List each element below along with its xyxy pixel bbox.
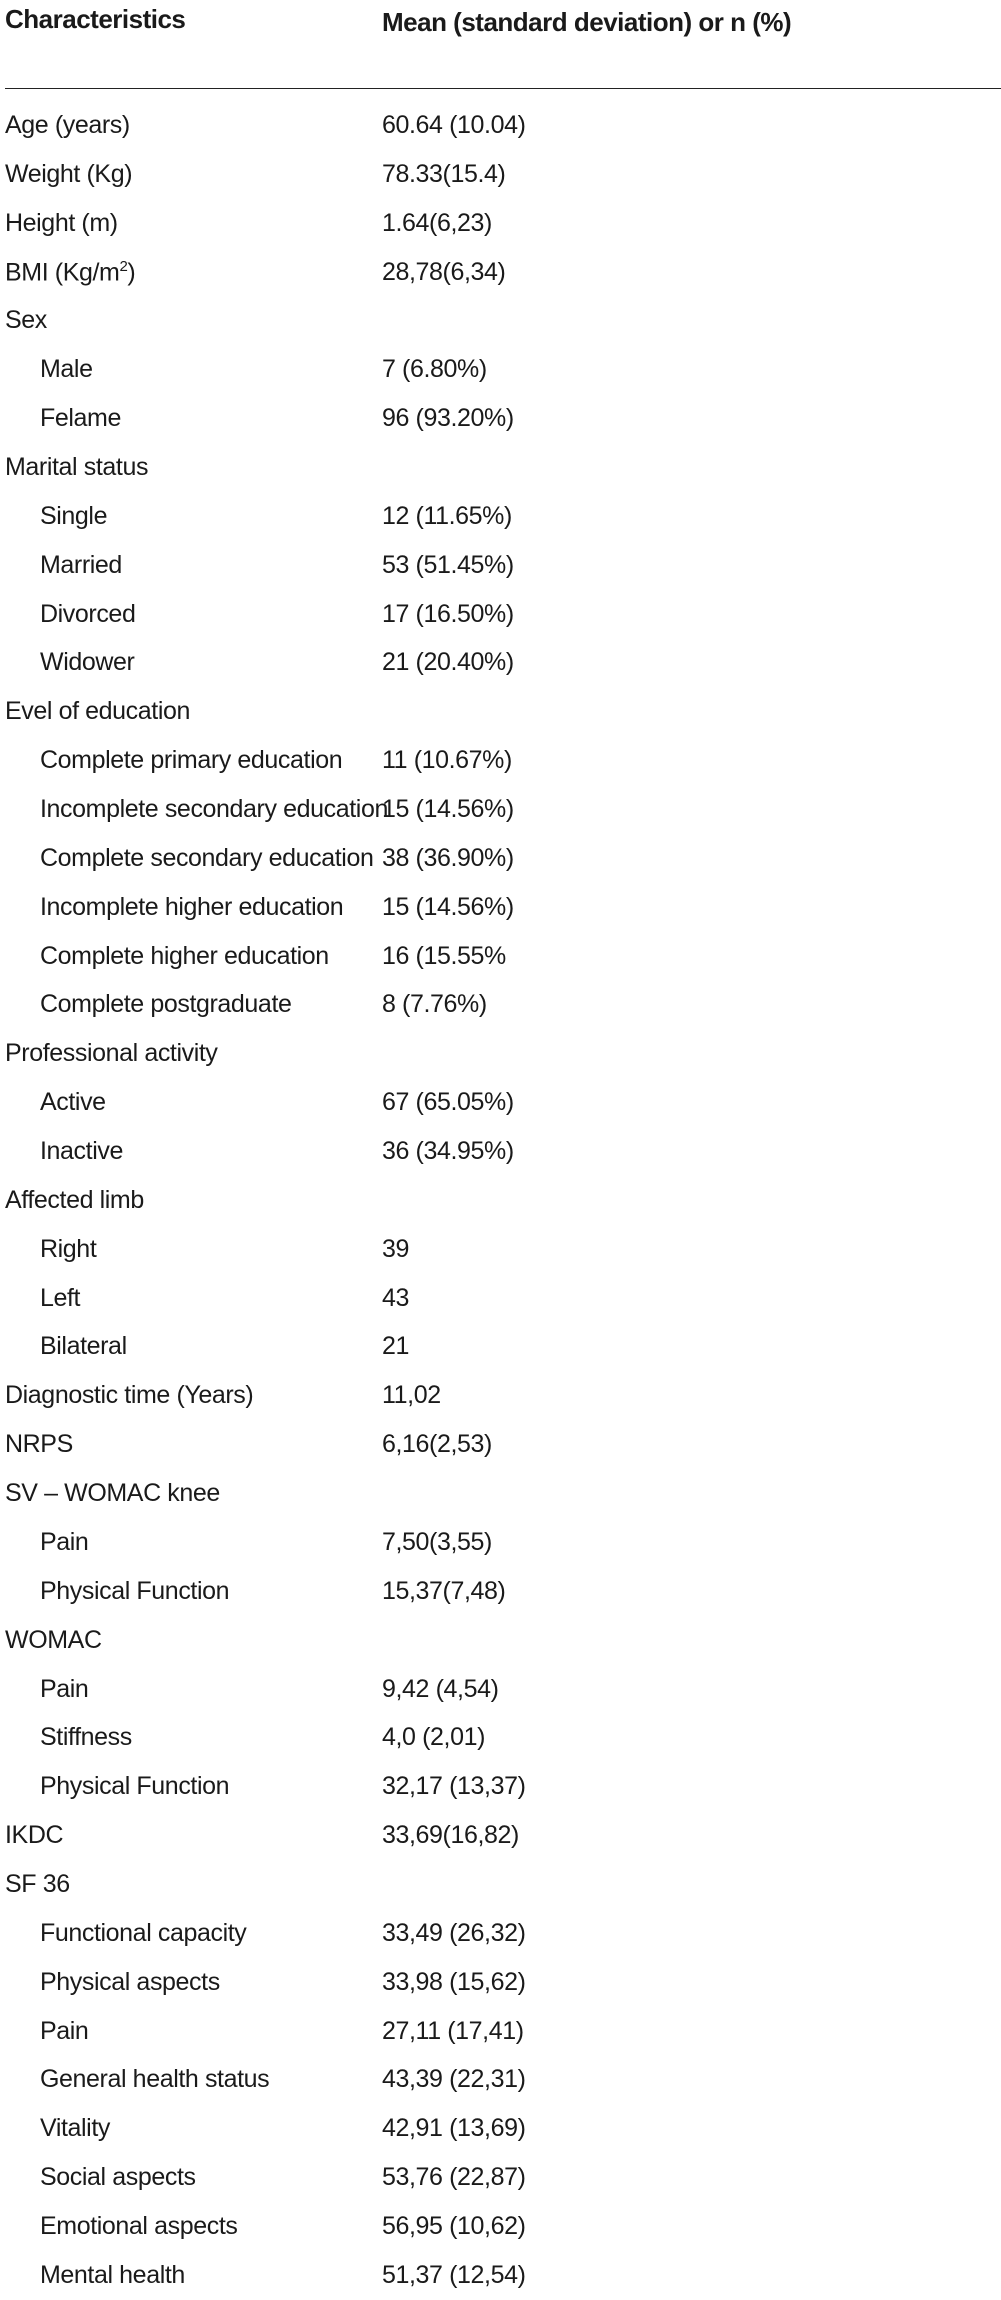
table-row: [0, 1176, 1001, 1225]
row-label: Mental health: [40, 2260, 185, 2289]
header-mean: Mean (standard deviation) or n (%): [382, 7, 792, 37]
table-row: [0, 101, 1001, 150]
row-label: Left: [40, 1283, 81, 1312]
table-header: [0, 0, 1001, 88]
row-label: Physical Function: [40, 1576, 230, 1605]
row-label: SV – WOMAC knee: [5, 1479, 220, 1508]
row-value: 51,37 (12,54): [382, 2260, 526, 2289]
row-value: 15 (14.56%): [382, 892, 514, 921]
table-row: [0, 932, 1001, 981]
table-row: [0, 199, 1001, 248]
row-label: Complete secondary education: [40, 843, 374, 872]
label-text-end: ): [127, 257, 136, 286]
row-label: [5, 258, 135, 287]
row-label: Affected limb: [5, 1185, 144, 1214]
row-label: IKDC: [5, 1821, 64, 1850]
table-row: [0, 1127, 1001, 1176]
table-row: [0, 1909, 1001, 1958]
table-row: [0, 1518, 1001, 1567]
table-row: [0, 1029, 1001, 1078]
table-row: [0, 248, 1001, 297]
table-row: [0, 296, 1001, 345]
row-label: Social aspects: [40, 2163, 196, 2192]
table-body: [0, 101, 1001, 2300]
row-value: 32,17 (13,37): [382, 1772, 526, 1801]
row-label: Incomplete higher education: [40, 892, 344, 921]
table-row: [0, 1762, 1001, 1811]
table-row: [0, 541, 1001, 590]
row-label: Physical Function: [40, 1772, 230, 1801]
row-value: 12 (11.65%): [382, 501, 512, 530]
row-value: 53 (51.45%): [382, 550, 514, 579]
row-value: 78.33(15.4): [382, 159, 506, 188]
row-label: Incomplete secondary education: [40, 795, 388, 824]
row-value: 42,91 (13,69): [382, 2114, 526, 2143]
row-value: 43,39 (22,31): [382, 2065, 526, 2094]
row-label: Vitality: [40, 2114, 110, 2143]
row-value: 60.64 (10.04): [382, 111, 526, 139]
row-value: 36 (34.95%): [382, 1137, 514, 1166]
row-label: Complete postgraduate: [40, 990, 292, 1019]
row-value: 39: [382, 1234, 410, 1263]
row-value: 21 (20.40%): [382, 648, 514, 677]
row-label: Pain: [40, 1674, 89, 1703]
row-label: Sex: [5, 306, 47, 335]
row-label: Single: [40, 501, 108, 530]
table-row: [0, 2251, 1001, 2300]
row-value: 9,42 (4,54): [382, 1674, 499, 1703]
table-row: [0, 1225, 1001, 1274]
table-row: [0, 1371, 1001, 1420]
row-label: WOMAC: [5, 1625, 102, 1654]
table-row: [0, 785, 1001, 834]
table-row: [0, 590, 1001, 639]
table-row: [0, 1811, 1001, 1860]
row-value: 33,49 (26,32): [382, 1918, 526, 1947]
table-row: [0, 687, 1001, 736]
row-label: Pain: [40, 1527, 89, 1556]
row-label: Marital status: [5, 453, 149, 482]
row-value: 15 (14.56%): [382, 795, 514, 824]
row-label: Right: [40, 1234, 97, 1263]
table-row: [0, 394, 1001, 443]
row-label: Height (m): [5, 208, 118, 237]
row-label: Bilateral: [40, 1332, 127, 1361]
table-row: [0, 443, 1001, 492]
row-label: Inactive: [40, 1137, 123, 1166]
row-value: 53,76 (22,87): [382, 2163, 526, 2192]
row-label: Male: [40, 355, 93, 384]
table-row: [0, 150, 1001, 199]
row-value: 67 (65.05%): [382, 1088, 514, 1117]
row-value: 96 (93.20%): [382, 404, 514, 433]
table-row: [0, 2153, 1001, 2202]
row-label: Functional capacity: [40, 1918, 247, 1947]
row-value: 33,98 (15,62): [382, 1967, 526, 1996]
table-row: [0, 1958, 1001, 2007]
row-value: 28,78(6,34): [382, 257, 506, 286]
row-value: 27,11 (17,41): [382, 2016, 524, 2045]
row-label: Pain: [40, 2016, 89, 2045]
table-row: [0, 1078, 1001, 1127]
table-row: [0, 980, 1001, 1029]
label-text: BMI (Kg/m: [5, 257, 120, 286]
row-label: Weight (Kg): [5, 159, 133, 188]
row-value: 4,0 (2,01): [382, 1723, 486, 1752]
table-row: [0, 2202, 1001, 2251]
table-row: [0, 638, 1001, 687]
row-value: 21: [382, 1332, 410, 1361]
row-label: Married: [40, 550, 122, 579]
table-row: [0, 1713, 1001, 1762]
row-label: Physical aspects: [40, 1967, 220, 1996]
row-label: Complete higher education: [40, 941, 329, 970]
row-value: 38 (36.90%): [382, 843, 514, 872]
header-divider: [5, 88, 1001, 89]
table-row: [0, 1274, 1001, 1323]
table-row: [0, 1420, 1001, 1469]
table-row: [0, 1469, 1001, 1518]
table-row: [0, 1860, 1001, 1909]
row-value: 11,02: [382, 1381, 441, 1410]
row-value: 56,95 (10,62): [382, 2211, 526, 2240]
row-label: SF 36: [5, 1869, 70, 1898]
row-value: 43: [382, 1283, 410, 1312]
row-value: 15,37(7,48): [382, 1576, 506, 1605]
table-row: [0, 345, 1001, 394]
row-value: 7 (6.80%): [382, 355, 487, 384]
row-label: Widower: [40, 648, 135, 677]
row-label: Emotional aspects: [40, 2211, 238, 2240]
row-value: 11 (10.67%): [382, 746, 512, 775]
row-label: Diagnostic time (Years): [5, 1381, 254, 1410]
table-row: [0, 883, 1001, 932]
row-label: Professional activity: [5, 1039, 218, 1068]
table-row: [0, 1322, 1001, 1371]
table-row: [0, 1567, 1001, 1616]
table-row: [0, 2104, 1001, 2153]
row-value: 16 (15.55%: [382, 941, 506, 970]
row-label: General health status: [40, 2065, 270, 2094]
table-row: [0, 1616, 1001, 1665]
table-row: [0, 2007, 1001, 2056]
row-label: Evel of education: [5, 697, 190, 726]
row-value: 1.64(6,23): [382, 208, 492, 237]
table-row: [0, 2055, 1001, 2104]
row-label: Divorced: [40, 599, 136, 628]
row-label: Age (years): [5, 111, 130, 139]
row-label: Stiffness: [40, 1723, 132, 1752]
row-value: 33,69(16,82): [382, 1821, 519, 1850]
row-value: 6,16(2,53): [382, 1430, 492, 1459]
table-row: [0, 736, 1001, 785]
row-value: 7,50(3,55): [382, 1527, 492, 1556]
table-row: [0, 834, 1001, 883]
row-label: Active: [40, 1088, 106, 1117]
row-label: Complete primary education: [40, 746, 343, 775]
row-value: 8 (7.76%): [382, 990, 487, 1019]
row-label: Felame: [40, 404, 121, 433]
label-superscript: 2: [119, 257, 128, 275]
row-value: 17 (16.50%): [382, 599, 514, 628]
table-row: [0, 1665, 1001, 1714]
header-characteristics: Characteristics: [5, 4, 186, 34]
table-row: [0, 492, 1001, 541]
row-label: NRPS: [5, 1430, 73, 1459]
